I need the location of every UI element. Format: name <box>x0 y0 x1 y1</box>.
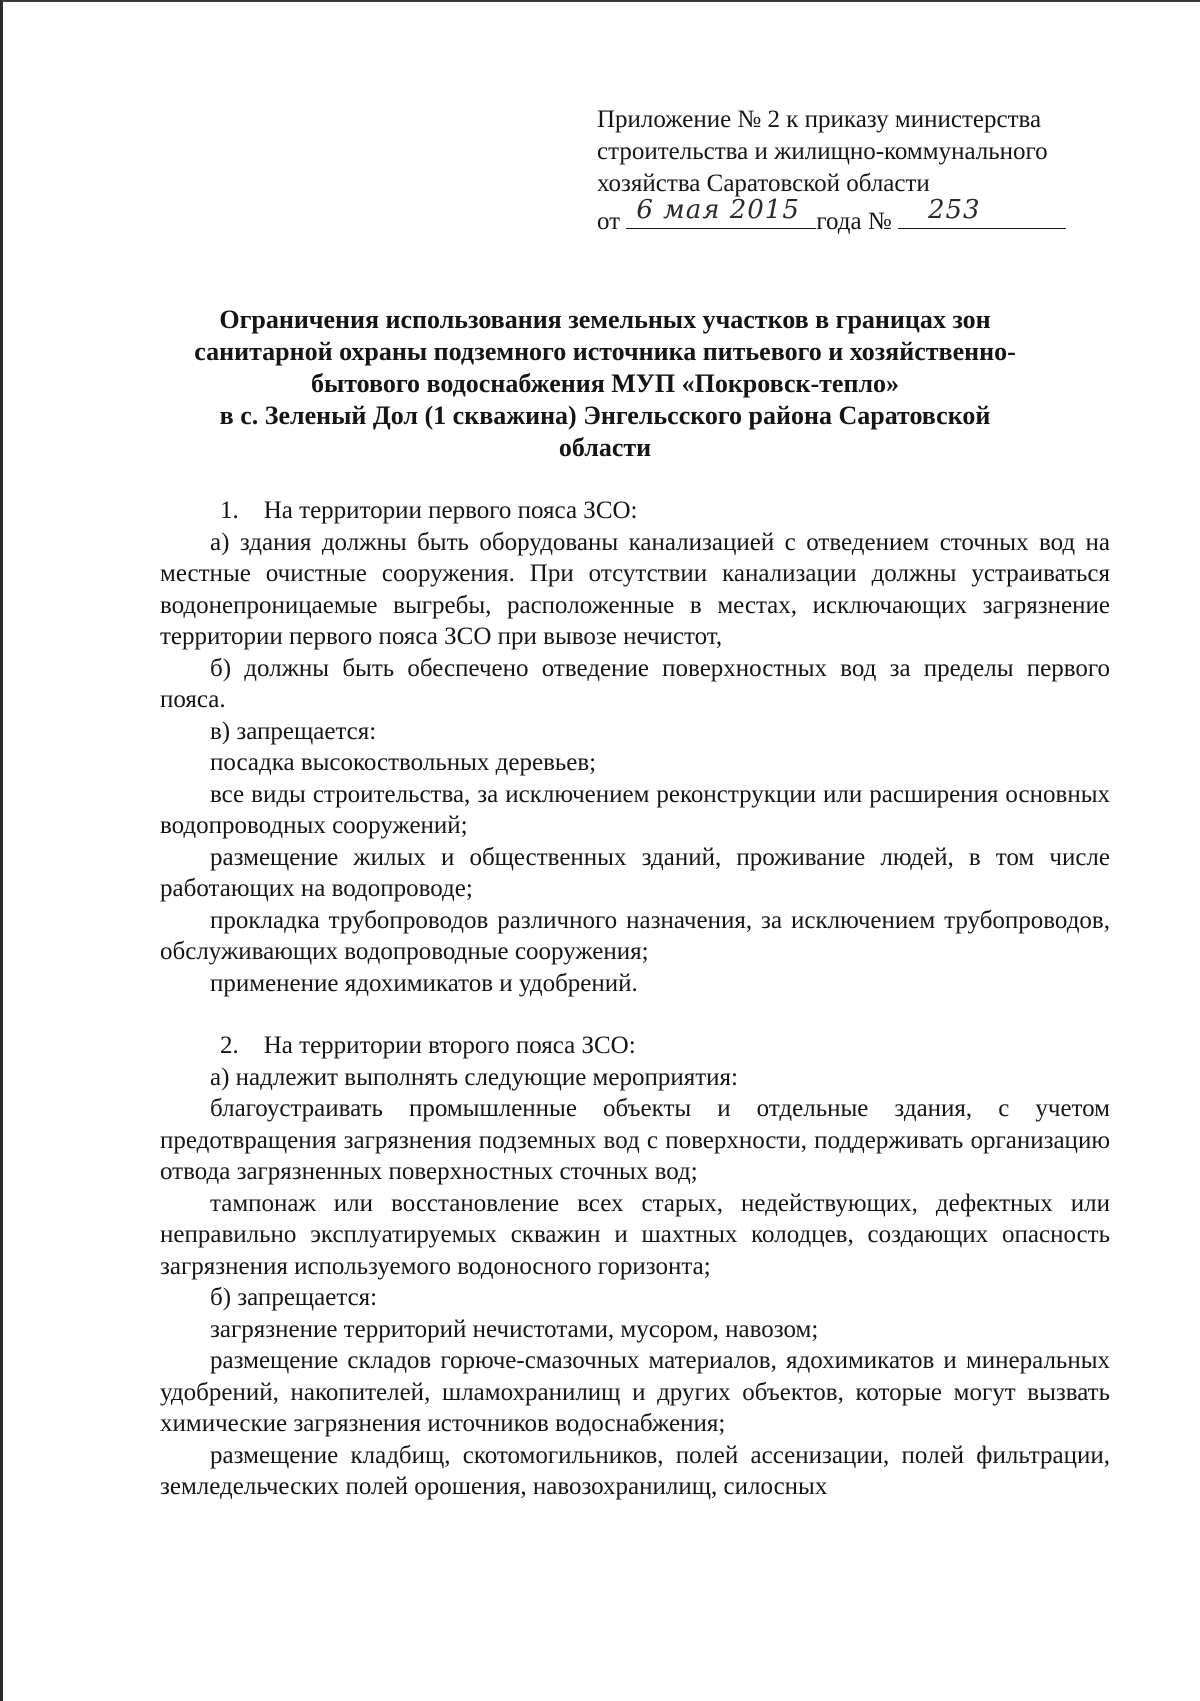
paragraph: все виды строительства, за исключением реконструкции или расширения основных водопроводных сооружений; <box>160 780 1110 839</box>
paragraph: применение ядохимикатов и удобрений. <box>210 969 638 997</box>
paragraph: тампонаж или восстановление всех старых, недействующих, дефектных или неправильно эксплуатируемых скважин и шахтных колодцев, создающих опасность загрязнения используемого водоносного горизонта; <box>160 1189 1110 1280</box>
header-line-3: хозяйства Саратовской области <box>597 170 930 197</box>
handwritten-date: 6 мая 2015 <box>636 195 800 225</box>
paragraph: а) надлежит выполнять следующие мероприятия: <box>210 1063 738 1091</box>
paragraph: размещение складов горюче-смазочных материалов, ядохимикатов и минеральных удобрений, накопителей, шламохранилищ и других объектов, которые могут вызвать химические загрязнения источников водоснабжения; <box>160 1347 1110 1437</box>
from-label: от <box>597 208 621 235</box>
title-line-3: бытового водоснабжения МУП «Покровск-тепло» <box>310 369 900 398</box>
paragraph: размещение жилых и общественных зданий, проживание людей, в том числе работающих на водопроводе; <box>160 843 1110 902</box>
paragraph: размещение кладбищ, скотомогильников, полей ассенизации, полей фильтрации, земледельческих полей орошения, навозохранилищ, силосных <box>160 1441 1110 1500</box>
paragraph: благоустраивать промышленные объекты и отдельные здания, с учетом предотвращения загрязнения подземных вод с поверхности, поддерживать организацию отвода загрязненных поверхностных сточных вод; <box>160 1095 1110 1185</box>
document-body <box>160 495 1110 1503</box>
section-1-heading: 1. На территории первого пояса ЗСО: <box>220 497 638 524</box>
order-date-number-line <box>597 195 1117 238</box>
header-line-2: строительства и жилищно-коммунального <box>597 138 1048 165</box>
document-title <box>150 304 1060 464</box>
title-line-4: в с. Зеленый Дол (1 скважина) Энгельсского района Саратовской <box>219 401 991 430</box>
header-line-1: Приложение № 2 к приказу министерства <box>597 106 1042 133</box>
paragraph: б) запрещается: <box>210 1284 378 1311</box>
paragraph: загрязнение территорий нечистотами, мусором, навозом; <box>210 1315 819 1343</box>
paragraph: в) запрещается: <box>210 717 377 745</box>
paragraph: прокладка трубопроводов различного назначения, за исключением трубопроводов, обслуживающих водопроводные сооружения; <box>160 906 1110 965</box>
section-2-heading: 2. На территории второго пояса ЗСО: <box>220 1032 636 1059</box>
paragraph: а) здания должны быть оборудованы канализацией с отведением сточных вод на местные очистные сооружения. При отсутствии канализации должны устраиваться водонепроницаемые выгребы, расположенные в местах, исключающих загрязнение территории первого пояса ЗСО при вывозе нечистот, <box>160 528 1110 650</box>
title-line-5: области <box>558 433 652 462</box>
paragraph: б) должны быть обеспечено отведение поверхностных вод за пределы первого пояса. <box>160 654 1110 713</box>
paragraph: посадка высокоствольных деревьев; <box>210 749 597 776</box>
appendix-header <box>597 104 1117 238</box>
title-line-1: Ограничения использования земельных участков в границах зон <box>219 305 991 334</box>
year-number-label: года № <box>816 208 892 235</box>
title-line-2: санитарной охраны подземного источника питьевого и хозяйственно- <box>194 337 1016 366</box>
number-field <box>898 195 1066 229</box>
handwritten-number: 253 <box>927 195 981 225</box>
date-field <box>626 195 816 229</box>
